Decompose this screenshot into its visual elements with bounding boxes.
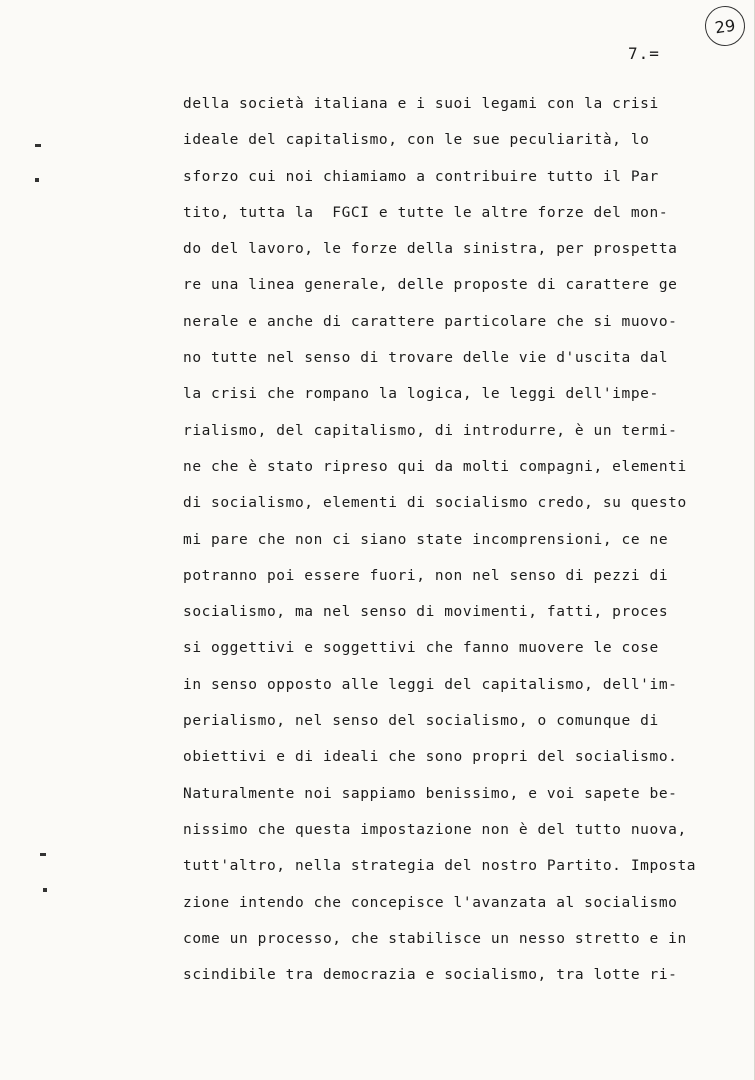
text-line: la crisi che rompano la logica, le leggi dell'impe-	[183, 386, 659, 403]
text-line: re una linea generale, delle proposte di carattere ge	[183, 277, 678, 294]
text-line: della società italiana e i suoi legami con la crisi	[183, 96, 659, 112]
text-line: sforzo cui noi chiamiamo a contribuire tutto il Par	[183, 168, 659, 185]
text-line: no tutte nel senso di trovare delle vie d'uscita dal	[183, 350, 669, 367]
text-line: tito, tutta la FGCI e tutte le altre forze del mon-	[183, 204, 669, 221]
page-number: 7.=	[628, 44, 660, 63]
text-line: perialismo, nel senso del socialismo, o comunque di	[183, 713, 659, 730]
page-stamp: 29	[702, 3, 747, 48]
text-line: obiettivi e di ideali che sono propri del socialismo.	[183, 749, 678, 766]
margin-mark	[43, 888, 47, 892]
text-line: ne che è stato ripreso qui da molti compagni, elementi	[183, 458, 687, 475]
text-line: mi pare che non ci siano state incomprensioni, ce ne	[183, 531, 669, 548]
text-line: si oggettivi e soggettivi che fanno muovere le cose	[183, 640, 659, 657]
text-line: ideale del capitalismo, con le sue peculiarità, lo	[183, 132, 650, 149]
margin-mark	[35, 144, 41, 147]
text-line: do del lavoro, le forze della sinistra, per prospetta	[183, 241, 678, 258]
text-line: nerale e anche di carattere particolare che si muovo-	[183, 313, 678, 330]
text-line: tutt'altro, nella strategia del nostro Partito. Imposta	[183, 858, 697, 875]
text-line: zione intendo che concepisce l'avanzata al socialismo	[183, 894, 678, 911]
body-text	[183, 86, 697, 993]
margin-mark	[40, 853, 46, 856]
text-line: potranno poi essere fuori, non nel senso di pezzi di	[183, 567, 669, 584]
text-line: nissimo che questa impostazione non è del tutto nuova,	[183, 821, 687, 838]
text-line: scindibile tra democrazia e socialismo, tra lotte ri-	[183, 967, 678, 984]
text-line: come un processo, che stabilisce un nesso stretto e in	[183, 930, 687, 947]
text-line: di socialismo, elementi di socialismo credo, su questo	[183, 495, 687, 512]
text-line: socialismo, ma nel senso di movimenti, fatti, proces	[183, 604, 669, 621]
text-line: Naturalmente noi sappiamo benissimo, e voi sapete be-	[183, 785, 678, 802]
text-line: rialismo, del capitalismo, di introdurre, è un termi-	[183, 422, 678, 439]
margin-mark	[35, 178, 39, 182]
text-line: in senso opposto alle leggi del capitalismo, dell'im-	[183, 676, 678, 693]
